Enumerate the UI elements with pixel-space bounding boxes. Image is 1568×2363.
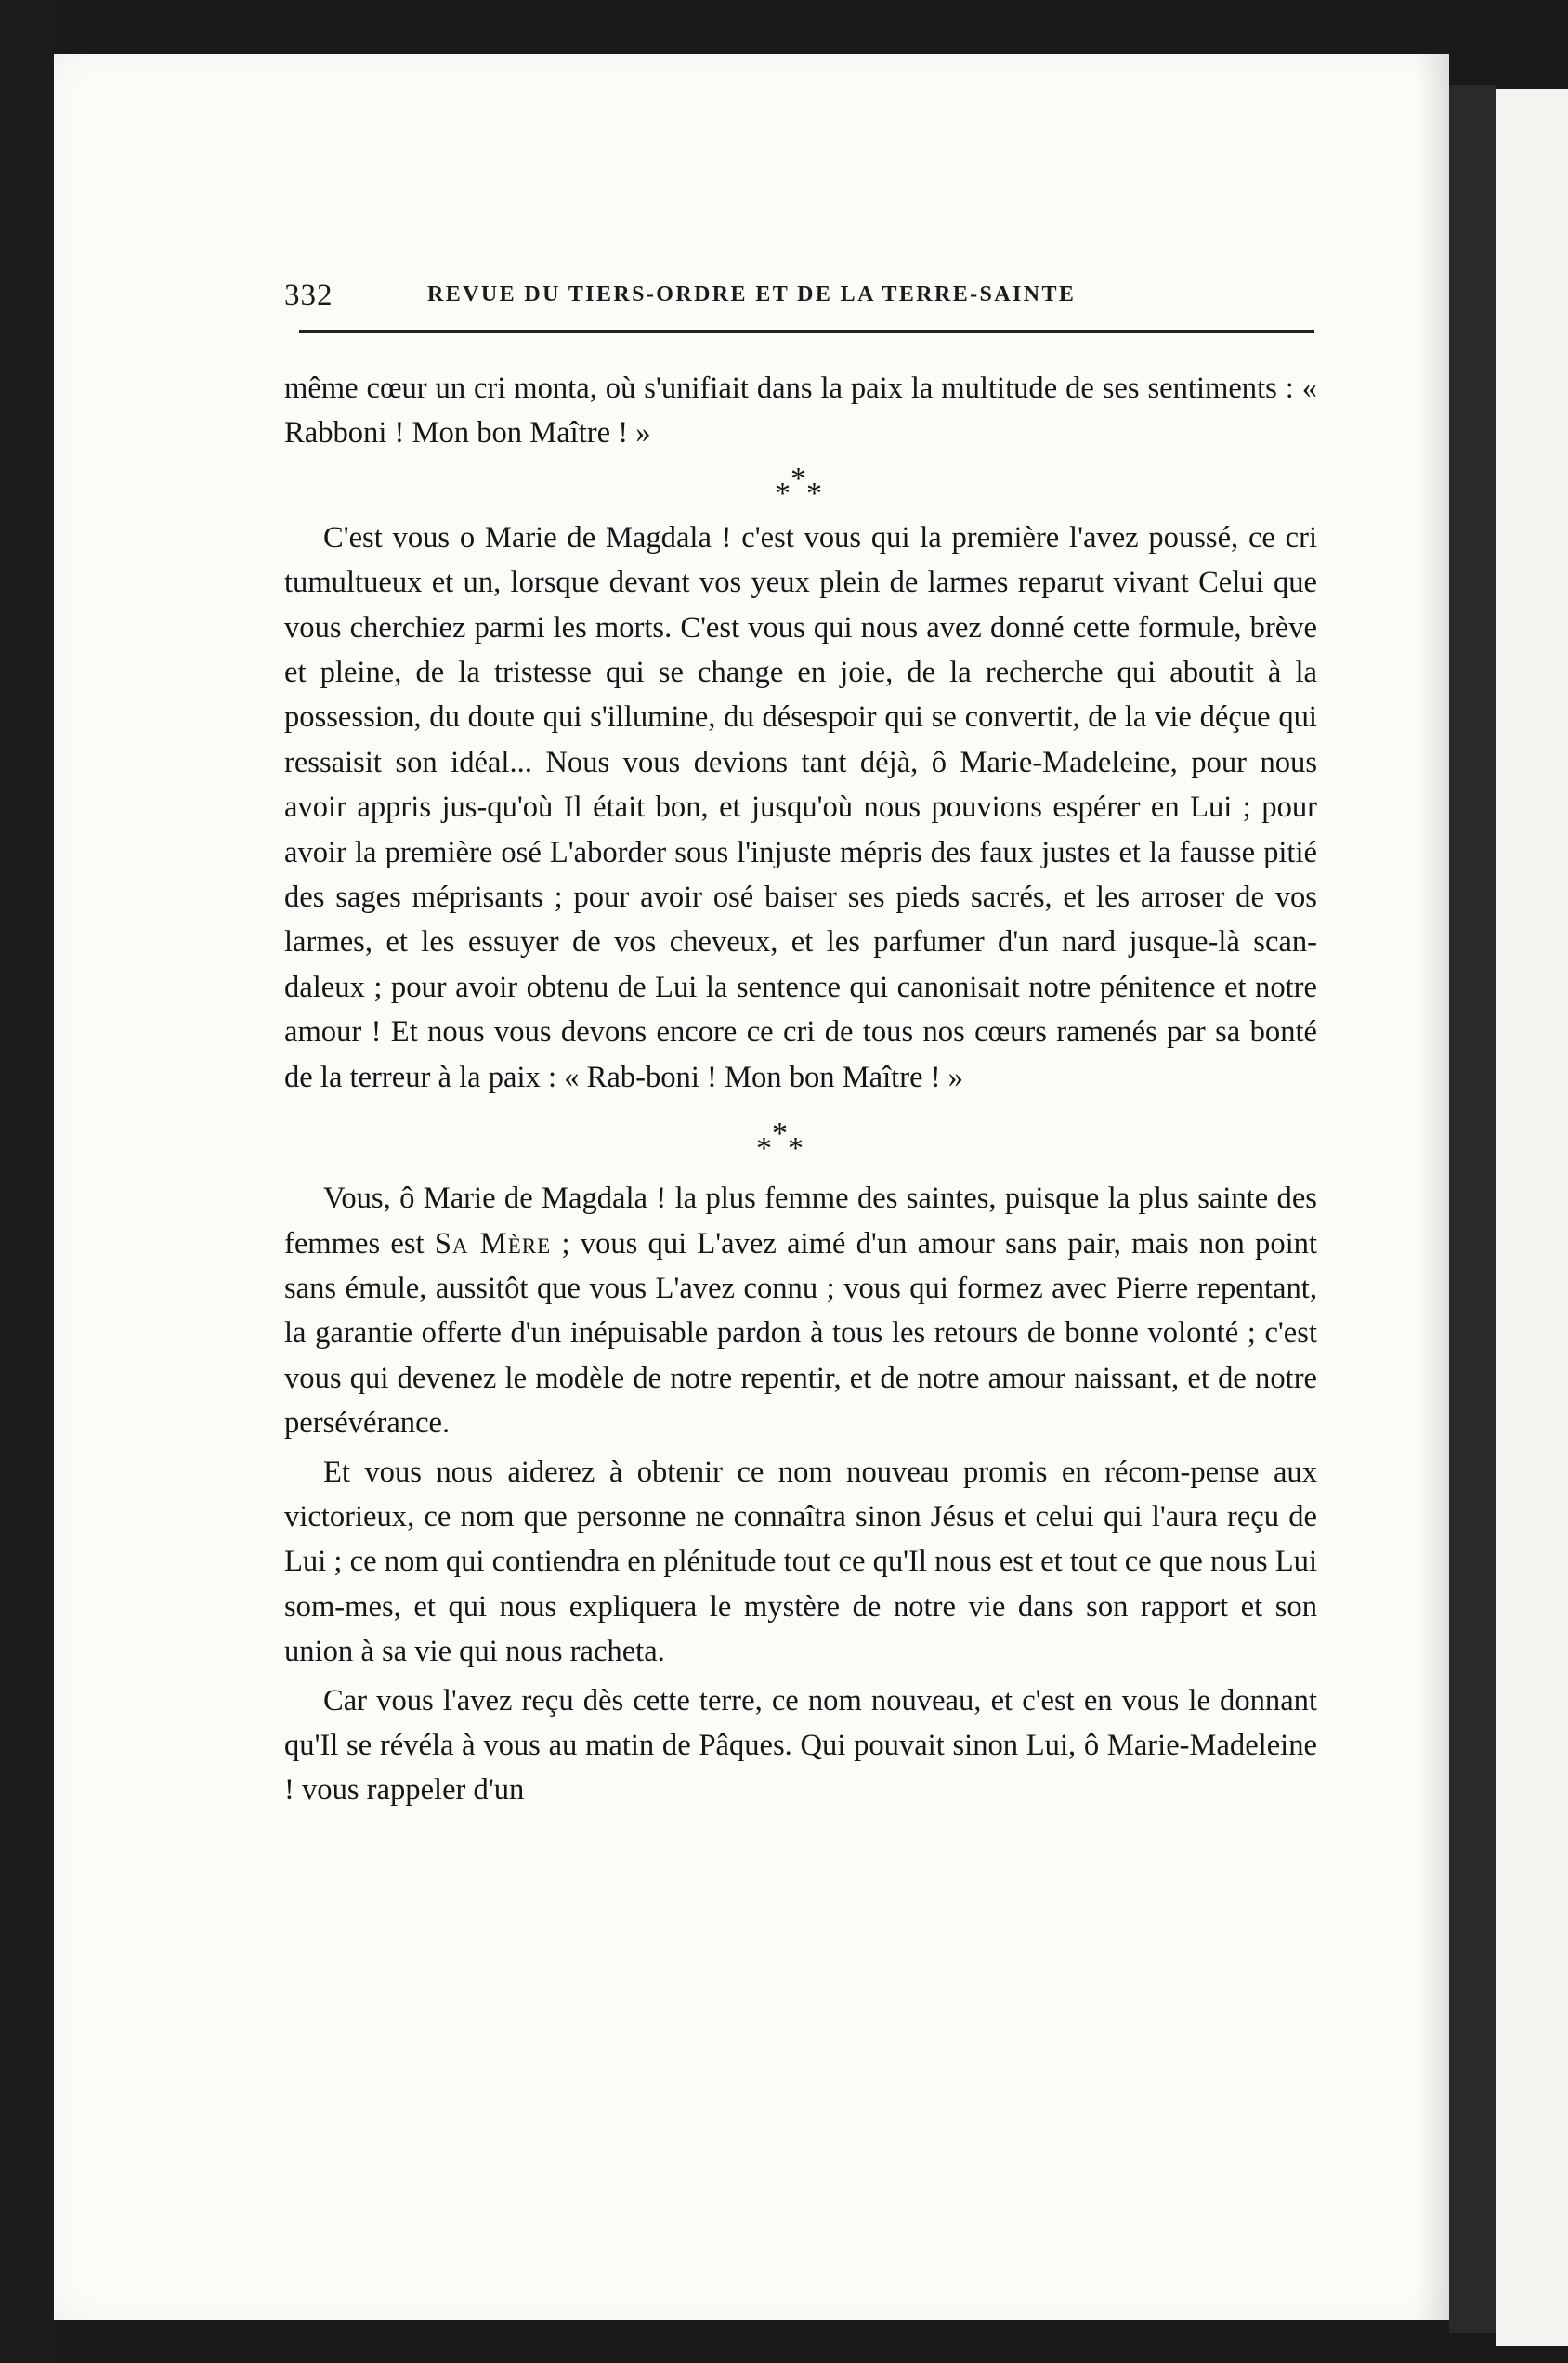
paragraph: Car vous l'avez reçu dès cette terre, ce nom nouveau, et c'est en vous le donnant qu'Il se révéla à vous au matin de Pâques. Qui pouvait sinon Lui, ô Marie-Madeleine ! vous rappeler d'un — [284, 1683, 1317, 1808]
paragraph: Et vous nous aiderez à obtenir ce nom nouveau promis en récom-pense aux victorieux, ce nom que personne ne connaîtra sinon Jésus et celui qui l'aura reçu de Lui ; ce nom qui contiendra en plénitude tout ce qu'Il nous est et tout ce que nous Lui som-mes, et qui nous expliquera le mystère de notre vie dans son rapport et son union à sa vie qui nous racheta. — [284, 1455, 1317, 1669]
asterism-star: * — [791, 461, 806, 496]
section-asterism — [284, 456, 1317, 516]
paragraph-continuation: même cœur un cri monta, où s'unifiait dans la paix la multitude de ses sentiments : « Rabboni ! Mon bon Maître ! » — [284, 372, 1317, 450]
asterism-star: * — [788, 1131, 804, 1167]
small-caps-text: Sa Mère — [434, 1226, 552, 1260]
section-asterism — [284, 1100, 1317, 1176]
asterism-star: * — [806, 476, 822, 511]
paragraph-text: ; vous qui L'avez aimé d'un amour sans pair, mais non point sans émule, aussitôt que vous L'avez connu ; vous qui formez avec Pierre repentant, la garantie offerte d'un inépuisable pardon à tous les retours de bonne volonté ; c'est vous qui devenez le modèle de notre repentir, et de notre amour naissant, et de notre persévérance. — [284, 1226, 1318, 1441]
page-gutter-shadow — [1418, 54, 1449, 2320]
scan-background-left — [0, 0, 54, 2363]
running-head — [284, 277, 1317, 316]
asterism-star: * — [772, 1116, 788, 1152]
asterism-star: * — [756, 1131, 772, 1167]
paragraph — [284, 1176, 1317, 1445]
journal-title: REVUE DU TIERS-ORDRE ET DE LA TERRE-SAINTE — [427, 282, 1077, 307]
asterism-star: * — [775, 476, 791, 511]
paragraph-text: Vous, ô Marie de Magdala ! la plus femme des saintes, puisque la plus sainte des femmes est — [284, 1182, 1317, 1260]
article-body — [284, 366, 1317, 1813]
header-rule — [299, 330, 1314, 333]
page-number: 332 — [284, 279, 333, 312]
scan-next-page-edge — [1496, 89, 1568, 2346]
paragraph: C'est vous o Marie de Magdala ! c'est vous qui la première l'avez poussé, ce cri tumultueux et un, lorsque devant vos yeux plein de larmes reparut vivant Celui que vous cherchiez parmi les morts. C'est vous qui nous avez donné cette formule, brève et pleine, de la tristesse qui se change en joie, de la recherche qui aboutit à la possession, du doute qui s'illumine, du désespoir qui se convertit, de la vie déçue qui ressaisit son idéal... Nous vous devions tant déjà, ô Marie-Madeleine, pour nous avoir appris jus-qu'où Il était bon, et jusqu'où nous pouvions espérer en Lui ; pour avoir la première osé L'aborder sous l'injuste mépris des faux justes et la fausse pitié des sages méprisants ; pour avoir osé baiser ses pieds sacrés, et les arroser de vos larmes, et les essuyer de vos cheveux, et les parfumer d'un nard jusque-là scan-daleux ; pour avoir obtenu de Lui la sentence qui canonisait notre pénitence et notre amour ! Et nous vous devons encore ce cri de tous nos cœurs ramenés par sa bonté de la terreur à la paix : « Rab-boni ! Mon bon Maître ! » — [284, 520, 1317, 1094]
scan-page-edge-dark — [1449, 85, 1496, 2333]
